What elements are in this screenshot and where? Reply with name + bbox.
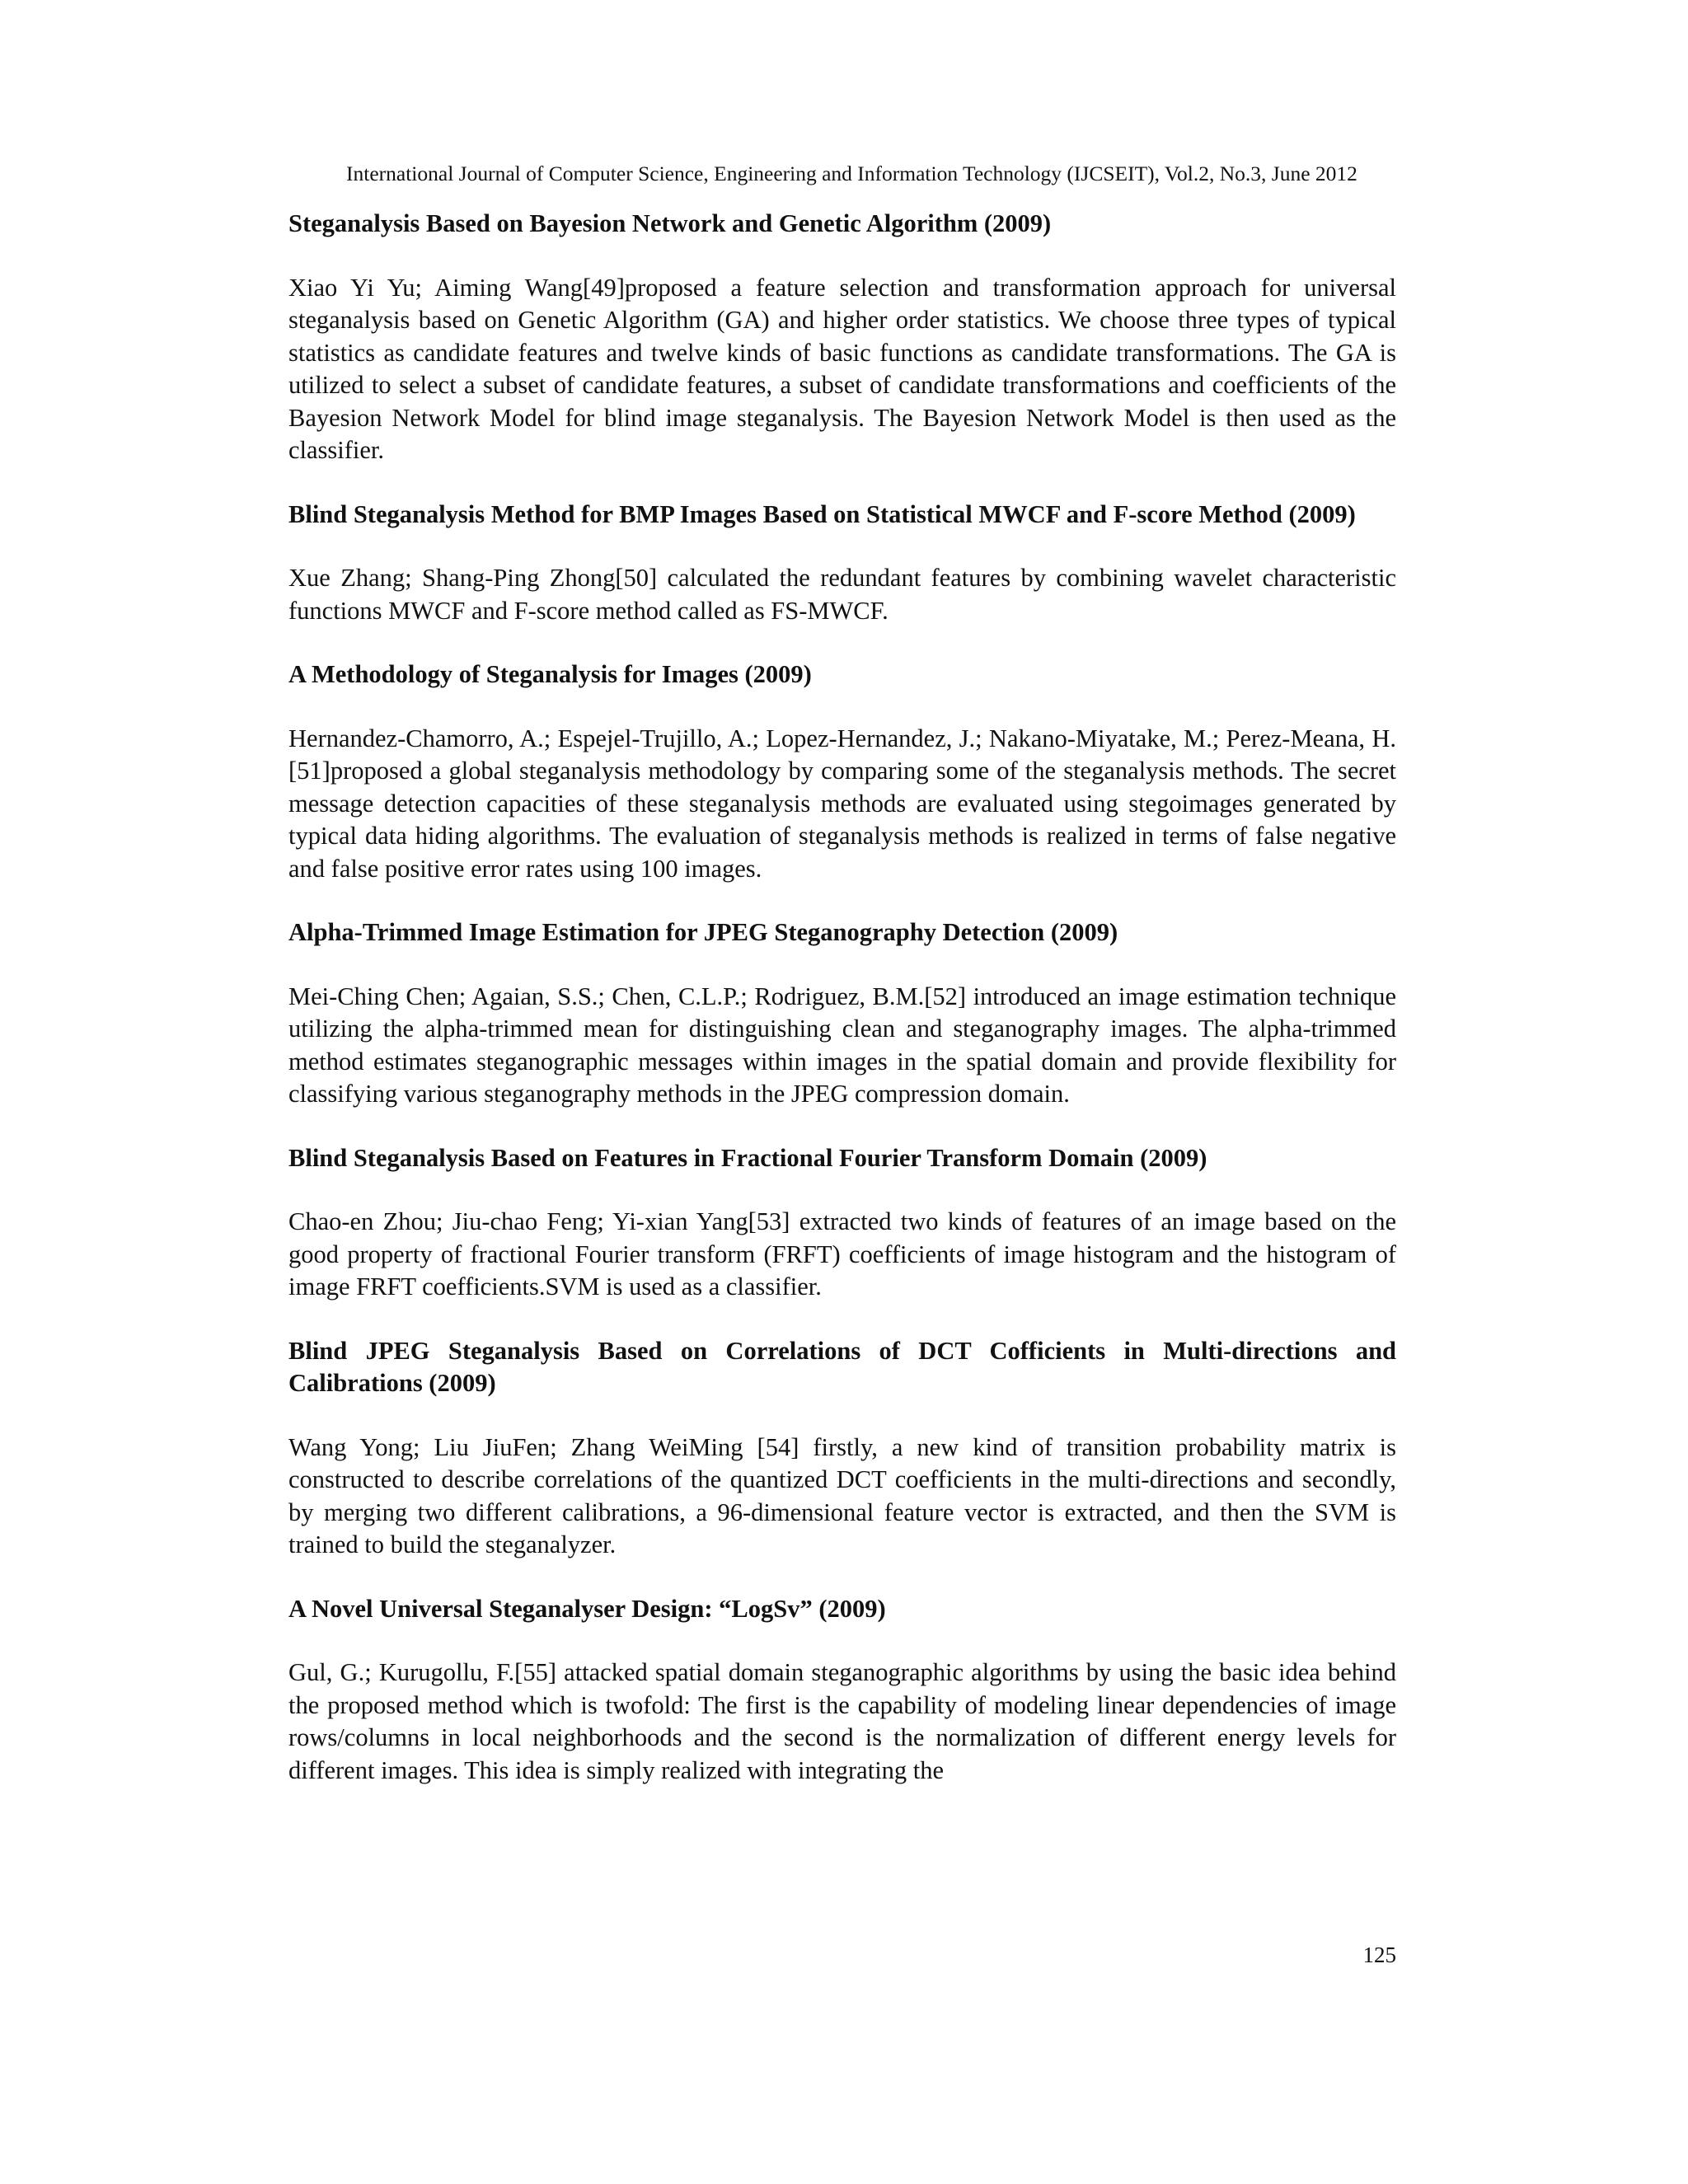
- section-paragraph: Mei-Ching Chen; Agaian, S.S.; Chen, C.L.P.; Rodriguez, B.M.[52] introduced an image estimation technique utilizing the alpha-trimmed mean for distinguishing clean and steganography images. The alpha-trimmed method estimates steganographic messages within images in the spatial domain and provide flexibility for classifying various steganography methods in the JPEG compression domain.: [288, 982, 1396, 1108]
- section-paragraph: Xue Zhang; Shang-Ping Zhong[50] calculated the redundant features by combining wavelet characteristic functions MWCF and F-score method called as FS-MWCF.: [288, 564, 1396, 625]
- section-title: Steganalysis Based on Bayesion Network and Genetic Algorithm (2009): [288, 209, 1052, 237]
- section-logsv: [288, 1593, 1396, 1788]
- section-alpha-trimmed: [288, 916, 1396, 1111]
- section-title: Blind Steganalysis Based on Features in Fractional Fourier Transform Domain (2009): [288, 1143, 1207, 1172]
- section-fractional-fourier: [288, 1142, 1396, 1304]
- section-title: A Novel Universal Steganalyser Design: “LogSv” (2009): [288, 1594, 886, 1623]
- section-paragraph: Xiao Yi Yu; Aiming Wang[49]proposed a feature selection and transformation approach for universal steganalysis based on Genetic Algorithm (GA) and higher order statistics. We choose three types of typical statistics as candidate features and twelve kinds of basic functions as candidate transformations. The GA is utilized to select a subset of candidate features, a subset of candidate transformations and coefficients of the Bayesion Network Model for blind image steganalysis. The Bayesion Network Model is then used as the classifier.: [288, 273, 1396, 464]
- section-paragraph: Gul, G.; Kurugollu, F.[55] attacked spatial domain steganographic algorithms by using the basic idea behind the proposed method which is twofold: The first is the capability of modeling linear dependencies of image rows/columns in local neighborhoods and the second is the normalization of different energy levels for different images. This idea is simply realized with integrating the: [288, 1658, 1396, 1784]
- page-number: 125: [1362, 1943, 1396, 1967]
- section-bmp-blind-steganalysis: [288, 499, 1396, 628]
- section-title: Blind Steganalysis Method for BMP Images Based on Statistical MWCF and F-score Method (2009): [288, 499, 1356, 528]
- journal-header: International Journal of Computer Science, Engineering and Information Technology (IJCSEIT), Vol.2, No.3, June 2012: [346, 162, 1357, 185]
- section-bayesion-network: [288, 208, 1396, 467]
- section-paragraph: Chao-en Zhou; Jiu-chao Feng; Yi-xian Yang[53] extracted two kinds of features of an image based on the good property of fractional Fourier transform (FRFT) coefficients of image histogram and the histogram of image FRFT coefficients.SVM is used as a classifier.: [288, 1207, 1396, 1301]
- section-title: Blind JPEG Steganalysis Based on Correlations of DCT Cofficients in Multi-directions and Calibrations (2009): [288, 1336, 1396, 1397]
- section-title: A Methodology of Steganalysis for Images (2009): [288, 660, 812, 688]
- section-methodology: [288, 658, 1396, 885]
- section-dct-correlations: [288, 1335, 1396, 1562]
- section-paragraph: Wang Yong; Liu JiuFen; Zhang WeiMing [54] firstly, a new kind of transition probability matrix is constructed to describe correlations of the quantized DCT coefficients in the multi-directions and secondly, by merging two different calibrations, a 96-dimensional feature vector is extracted, and then the SVM is trained to build the steganalyzer.: [288, 1432, 1396, 1558]
- article-content: [288, 208, 1396, 1818]
- section-title: Alpha-Trimmed Image Estimation for JPEG Steganography Detection (2009): [288, 918, 1118, 946]
- section-paragraph: Hernandez-Chamorro, A.; Espejel-Trujillo, A.; Lopez-Hernandez, J.; Nakano-Miyatake, M.; Perez-Meana, H.[51]proposed a global steganalysis methodology by comparing some of the steganalysis methods. The secret message detection capacities of these steganalysis methods are evaluated using stegoimages generated by typical data hiding algorithms. The evaluation of steganalysis methods is realized in terms of false negative and false positive error rates using 100 images.: [288, 724, 1396, 883]
